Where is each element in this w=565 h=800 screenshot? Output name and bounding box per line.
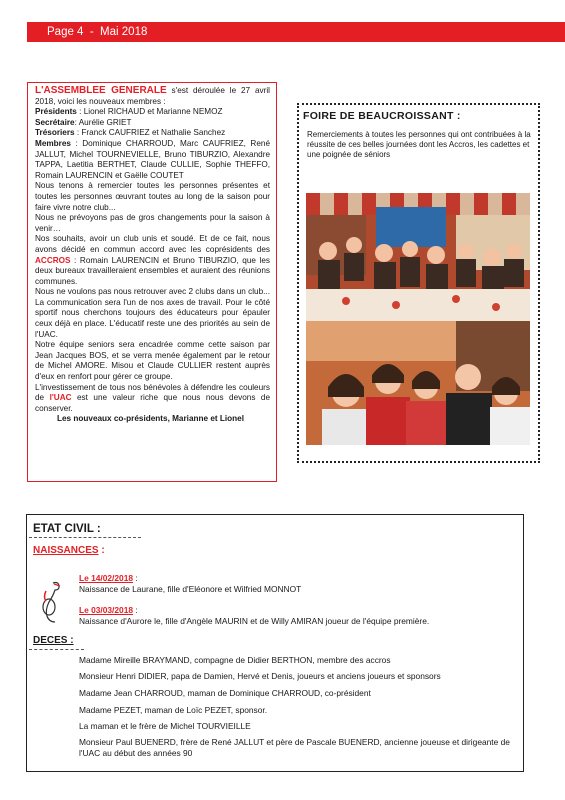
deces-item: Madame PEZET, maman de Loïc PEZET, sponsor. [79,705,268,715]
birth-entry-2: Le 03/03/2018 : Naissance d'Aurore le, fille d'Angèle MAURIN et de Willy AMIRAN joueur de l'équipe première. [79,605,430,626]
deces-item: Madame Jean CHARROUD, maman de Dominique CHARROUD, co-président [79,688,371,698]
ag-paragraph-4: Nous ne voulons pas nous retrouver avec 2 clubs dans un club... La communication sera l'un de nos axes de travail. Pour le côté sportif nous cherchons toujours des éducateurs pour épauler ceux déjà en place. L'éducatif reste une des priorités au sein de l'UAC. [35,287,270,339]
accros-highlight: ACCROS [35,255,71,265]
foire-box [297,103,540,463]
ag-membres: Membres : Dominique CHARROUD, Marc CAUFRIEZ, René JALLUT, Michel TOURNEVIELLE, Bruno TIBURZIO, Alexandre TAPPA, Laetitia BERTHET, Claude CULLIE, Sophie THEFFO, Romain LAURENCIN et Gaëlle COUTET [35,138,270,180]
etat-civil-divider [29,537,141,538]
uac-highlight: l'UAC [49,393,72,403]
etat-civil-box [26,514,524,772]
deces-item: Monsieur Paul BUENERD, frère de René JALLUT et père de Pascale BUENERD, ancienne joueuse et dirigeante de l'UAC au début des années 90 [79,737,510,758]
ag-tresoriers: Trésoriers : Franck CAUFRIEZ et Nathalie Sanchez [35,128,226,138]
ag-title: L'ASSEMBLEE GENERALE [35,85,167,96]
deces-item: La maman et le frère de Michel TOURVIEILLE [79,721,251,731]
assemblee-generale-box [27,82,277,482]
ag-paragraph-6: L'investissement de tous nos bénévoles à défendre les couleurs de l'UAC est une valeur riche que nous nous devons de conserver. [35,382,270,413]
deces-item: Madame Mireille BRAYMAND, compagne de Didier BERTHON, membre des accros [79,655,391,665]
birth-entry-1: Le 14/02/2018 : Naissance de Laurane, fille d'Eléonore et Wilfried MONNOT [79,573,302,594]
naissances-title: NAISSANCES : [33,545,105,556]
foire-text: Remerciements à toutes les personnes qui ont contribuées à la réussite de ces belles journées dont les Accros, les cadettes et une poignée de séniors [307,130,531,159]
ag-paragraph-2: Nous ne prévoyons pas de gros changements pour la saison à venir… [35,213,270,233]
stork-icon [39,579,61,625]
ag-paragraph-1: Nous tenons à remercier toutes les personnes présentes et toutes les personnes œuvrant toutes au long de la saison pour faire vivre notre club... [35,181,270,212]
foire-title: FOIRE DE BEAUCROISSANT : [303,110,461,122]
deces-title: DECES : [33,635,74,646]
foire-photo-selfie [306,321,530,445]
ag-paragraph-5: Notre équipe seniors sera encadrée comme cette saison par Jean Jacques BOS, et se verra menée également par le retour de Michel AMORE. Misou et Claude CULLIER restent auprès d'eux en renfort pour gérer ce groupe. [35,340,270,382]
etat-civil-title: ETAT CIVIL : [33,523,101,535]
deces-item: Monsieur Henri DIDIER, papa de Damien, Hervé et Denis, joueurs et anciens joueurs et sponsors [79,671,441,681]
ag-caption: Les nouveaux co-présidents, Marianne et Lionel [57,414,244,424]
ag-intro: L'ASSEMBLEE GENERALE s'est déroulée le 27 avril 2018, voici les nouveaux membres : [35,85,271,106]
page-header: Page 4 - Mai 2018 [27,22,565,42]
ag-paragraph-3: Nos souhaits, avoir un club unis et soudé. Et de ce fait, nous avons décidé en commun accord avec les coprésidents des ACCROS : Romain LAURENCIN et Bruno TIBURZIO, que les deux bureaux travailleraient ensembles et auraient des réunions communes. [35,234,270,286]
ag-secretaire: Secrétaire: Aurélie GRIET [35,117,132,127]
deces-divider [29,649,84,650]
foire-photo-group-table [306,193,530,321]
ag-presidents: Présidents : Lionel RICHAUD et Marianne NEMOZ [35,107,223,117]
